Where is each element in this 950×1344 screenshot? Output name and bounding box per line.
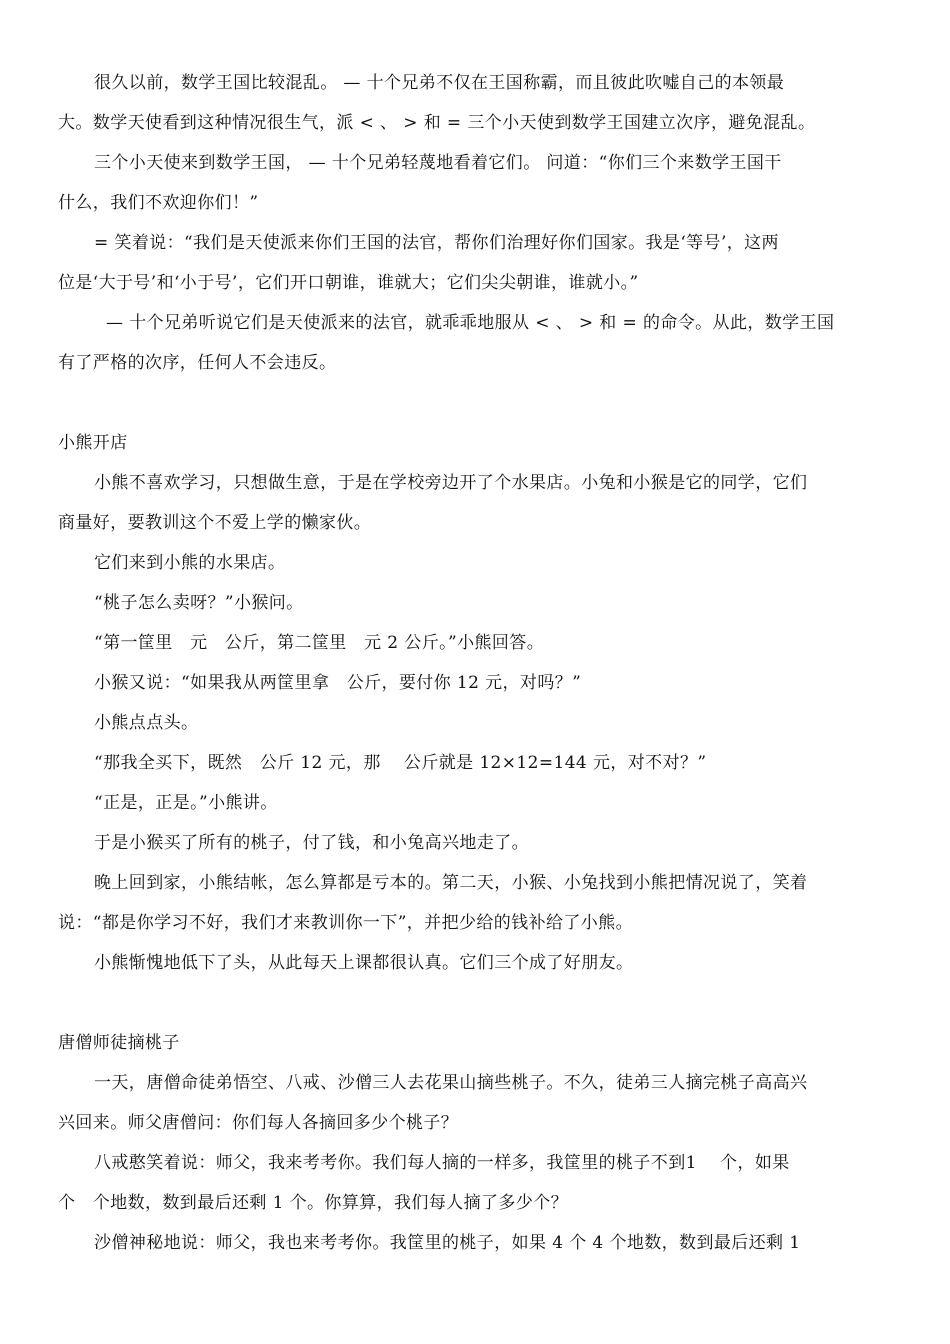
paragraph-line: 大。数学天使看到这种情况很生气，派 < 、 > 和 = 三个小天使到数学王国建立次序，避免混乱。 [58,113,816,133]
section-title: 小熊开店 [58,433,128,453]
paragraph-line: 有了严格的次序，任何人不会违反。 [58,353,337,373]
paragraph-line: 它们来到小熊的水果店。 [94,553,286,573]
section-gap [58,983,888,1023]
paragraph-line: 一天，唐僧命徒弟悟空、八戒、沙僧三人去花果山摘些桃子。不久，徒弟三人摘完桃子高高兴 [94,1073,808,1093]
story-tang-monk-peaches [58,1023,888,1263]
paragraph-line: 三个小天使来到数学王国， — 十个兄弟轻蔑地看着它们。 问道：“你们三个来数学王国干 [94,153,782,173]
section-gap [58,383,888,423]
paragraph-line: 晚上回到家，小熊结帐，怎么算都是亏本的。第二天，小猴、小兔找到小熊把情况说了，笑着 [94,873,808,893]
paragraph-line: 说：“都是你学习不好，我们才来教训你一下”，并把少给的钱补给了小熊。 [58,913,633,933]
paragraph-line: “那我全买下，既然 公斤 12 元，那 公斤就是 12×12=144 元，对不对？” [94,753,707,773]
paragraph-line: 沙僧神秘地说：师父，我也来考考你。我筐里的桃子，如果 4 个 4 个地数，数到最后还剩 1 [94,1233,801,1253]
paragraph-line: 很久以前，数学王国比较混乱。 — 十个兄弟不仅在王国称霸，而且彼此吹嘘自己的本领最 [94,73,785,93]
paragraph-line: = 笑着说：“我们是天使派来你们王国的法官，帮你们治理好你们国家。我是‘等号’，这两 [94,233,779,253]
paragraph-line: 位是‘大于号’和‘小于号’，它们开口朝谁，谁就大；它们尖尖朝谁，谁就小。” [58,273,639,293]
paragraph-line: 于是小猴买了所有的桃子，付了钱，和小兔高兴地走了。 [94,833,529,853]
paragraph-line: 小熊点点头。 [94,713,199,733]
section-title: 唐僧师徒摘桃子 [58,1033,180,1053]
paragraph-line: “正是，正是。”小熊讲。 [94,793,278,813]
paragraph-line: 八戒憨笑着说：师父，我来考考你。我们每人摘的一样多，我筐里的桃子不到1 个，如果 [94,1153,790,1173]
paragraph-line: 商量好，要教训这个不爱上学的懒家伙。 [58,513,372,533]
paragraph-line: 什么，我们不欢迎你们！” [58,193,259,213]
story-bear-shop [58,423,888,983]
paragraph-line: “第一筐里 元 公斤，第二筐里 元 2 公斤。”小熊回答。 [94,633,545,653]
paragraph-line: 个 个地数，数到最后还剩 1 个。你算算，我们每人摘了多少个？ [58,1193,569,1213]
paragraph-line: 小猴又说：“如果我从两筐里拿 公斤，要付你 12 元，对吗？” [94,673,582,693]
paragraph-line: — 十个兄弟听说它们是天使派来的法官，就乖乖地服从 < 、 > 和 = 的命令。从此，数学王国 [106,313,835,333]
paragraph-line: 小熊惭愧地低下了头，从此每天上课都很认真。它们三个成了好朋友。 [94,953,634,973]
document-page [58,63,888,1263]
paragraph-line: “桃子怎么卖呀？”小猴问。 [94,593,304,613]
story-math-kingdom [58,63,888,383]
paragraph-line: 兴回来。师父唐僧问：你们每人各摘回多少个桃子？ [58,1113,459,1133]
paragraph-line: 小熊不喜欢学习，只想做生意，于是在学校旁边开了个水果店。小兔和小猴是它的同学，它们 [94,473,808,493]
